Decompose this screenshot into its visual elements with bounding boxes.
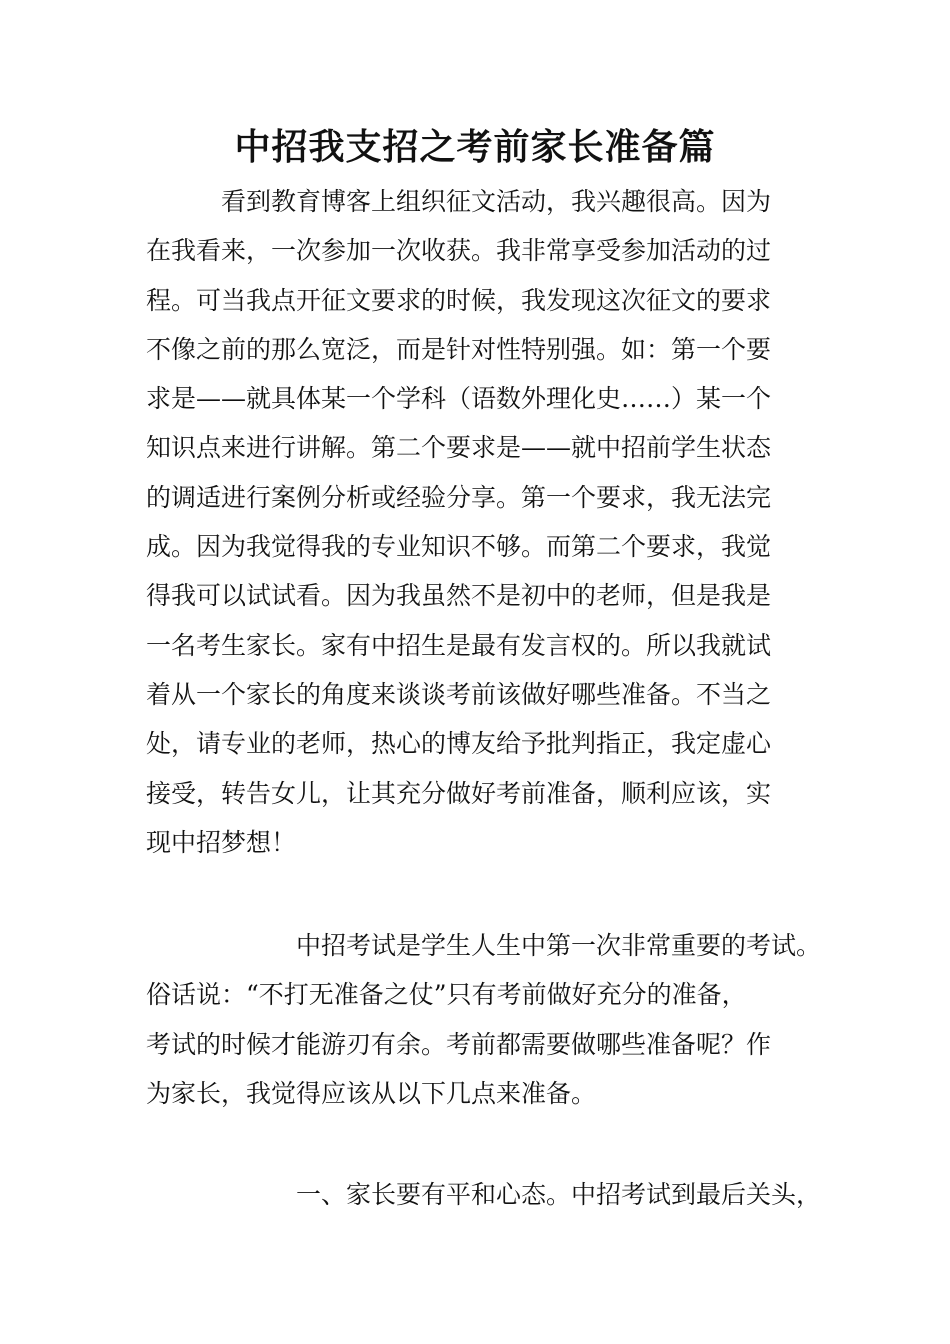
paragraph-line: 俗话说：“不打无准备之仗”只有考前做好充分的准备， [146,980,747,1010]
paragraph-line: 为家长，我觉得应该从以下几点来准备。 [146,1078,597,1108]
paragraph-line: 成。因为我觉得我的专业知识不够。而第二个要求，我觉 [146,532,772,562]
paragraph-line: 在我看来，一次参加一次收获。我非常享受参加活动的过 [146,236,772,266]
paragraph-line: 考试的时候才能游刃有余。考前都需要做哪些准备呢？作 [146,1029,772,1059]
paragraph-line: 不像之前的那么宽泛，而是针对性特别强。如：第一个要 [146,334,772,364]
paragraph-line: 接受，转告女儿，让其充分做好考前准备，顺利应该，实 [146,778,772,808]
paragraph-line: 着从一个家长的角度来谈谈考前该做好哪些准备。不当之 [146,679,772,709]
paragraph-line: 处，请专业的老师，热心的博友给予批判指正，我定虚心 [146,729,772,759]
paragraph-line: 中招考试是学生人生中第一次非常重要的考试。 [146,931,822,960]
paragraph-line: 的调适进行案例分析或经验分享。第一个要求，我无法完 [146,482,772,512]
document-title: 中招我支招之考前家长准备篇 [234,127,716,168]
paragraph-line: 一、家长要有平和心态。中招考试到最后关头， [146,1180,822,1209]
paragraph-line: 一名考生家长。家有中招生是最有发言权的。所以我就试 [146,630,772,660]
intro-paragraph [146,177,771,867]
paragraph-line: 得我可以试试看。因为我虽然不是初中的老师，但是我是 [146,581,772,611]
paragraph-line: 知识点来进行讲解。第二个要求是——就中招前学生状态 [146,433,772,463]
section-one-paragraph [146,1170,821,1219]
exam-importance-paragraph [146,921,821,1118]
paragraph-line: 看到教育博客上组织征文活动，我兴趣很高。因为 [146,187,772,216]
paragraph-line: 程。可当我点开征文要求的时候，我发现这次征文的要求 [146,285,772,315]
paragraph-line: 求是——就具体某一个学科（语数外理化史……）某一个 [146,384,772,414]
paragraph-line: 现中招梦想！ [146,827,297,857]
